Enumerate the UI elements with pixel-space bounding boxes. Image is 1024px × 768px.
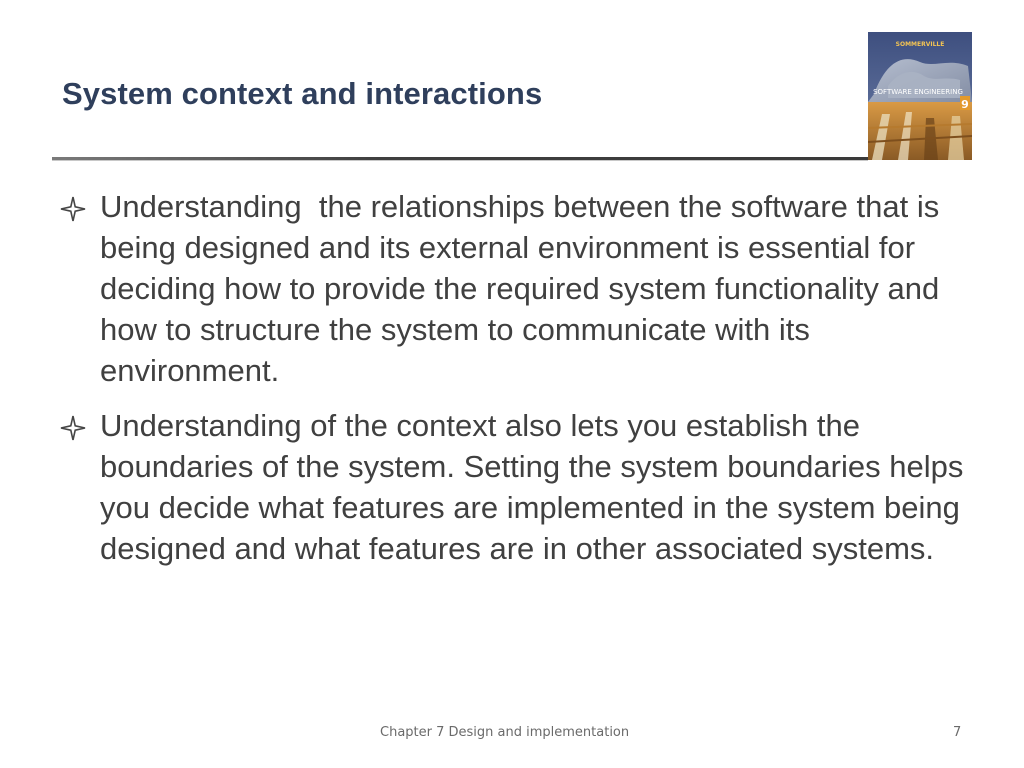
page-number: 7 — [953, 725, 962, 740]
bullet-text: Understanding the relationships between the software that is being designed and its external environment is essential for deciding how to provide the required system functionality and how to structure the system to communicate with its environment. — [100, 189, 948, 388]
footer-chapter-text: Chapter 7 Design and implementation — [380, 725, 630, 740]
book-author-text: SOMMERVILLE — [895, 41, 945, 48]
book-cover-image — [868, 32, 972, 160]
book-title-text: SOFTWARE ENGINEERING — [873, 88, 963, 96]
slide-title: System context and interactions — [62, 76, 543, 111]
four-pointed-star-icon — [60, 196, 86, 222]
title-divider-shadow — [52, 160, 868, 161]
bullet-item — [60, 405, 970, 569]
bullet-list — [60, 186, 970, 583]
bullet-text: Understanding of the context also lets you establish the boundaries of the system. Setting the system boundaries helps you decide what features are implemented in the system being designed and what features are in other associated systems. — [100, 408, 964, 566]
bullet-item — [60, 186, 970, 391]
book-edition-text: 9 — [961, 98, 969, 111]
slide-footer — [0, 722, 1024, 742]
four-pointed-star-icon — [60, 415, 86, 441]
